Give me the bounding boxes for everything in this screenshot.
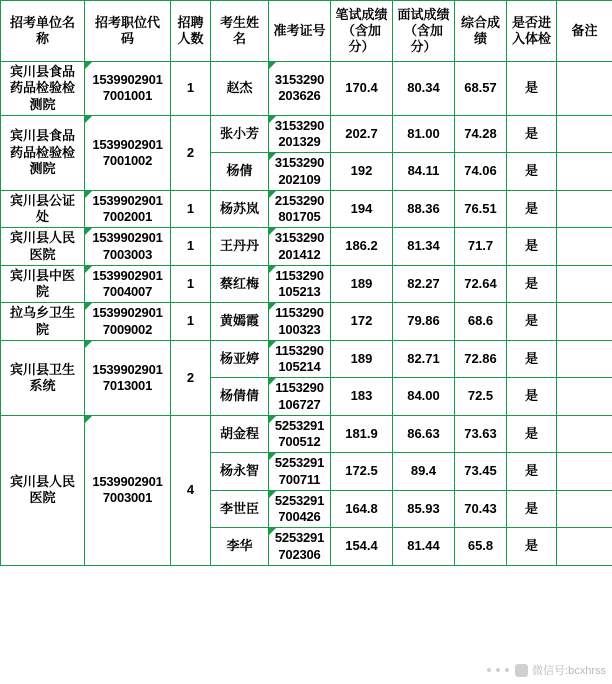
cell-exam-id: 2153290801705 <box>269 190 331 228</box>
table-row <box>1 115 612 153</box>
cell-remark <box>557 378 612 416</box>
cell-candidate-name: 李世臣 <box>211 490 269 528</box>
cell-exam-id: 5253291700426 <box>269 490 331 528</box>
cell-interview-score: 79.86 <box>393 303 455 341</box>
cell-candidate-name: 杨倩 <box>211 153 269 191</box>
cell-written-score: 186.2 <box>331 228 393 266</box>
table-row <box>1 303 612 341</box>
cell-written-score: 194 <box>331 190 393 228</box>
cell-physical-exam: 是 <box>507 153 557 191</box>
cell-position-code: 15399029017009002 <box>85 303 171 341</box>
cell-exam-id: 3153290201412 <box>269 228 331 266</box>
cell-remark <box>557 62 612 116</box>
cell-unit: 宾川县公证处 <box>1 190 85 228</box>
cell-total-score: 72.5 <box>455 378 507 416</box>
cell-physical-exam: 是 <box>507 415 557 453</box>
cell-candidate-name: 杨亚婷 <box>211 340 269 378</box>
cell-interview-score: 86.63 <box>393 415 455 453</box>
column-header-interview-score: 面试成绩（含加分） <box>393 1 455 62</box>
cell-remark <box>557 190 612 228</box>
watermark-label: 微信号:bcxhrss <box>532 665 606 677</box>
cell-interview-score: 85.93 <box>393 490 455 528</box>
cell-total-score: 72.64 <box>455 265 507 303</box>
cell-unit: 宾川县卫生系统 <box>1 340 85 415</box>
cell-interview-score: 88.36 <box>393 190 455 228</box>
cell-physical-exam: 是 <box>507 115 557 153</box>
cell-position-code: 15399029017003003 <box>85 228 171 266</box>
cell-position-code: 15399029017001002 <box>85 115 171 190</box>
cell-unit: 宾川县人民医院 <box>1 415 85 565</box>
cell-interview-score: 84.00 <box>393 378 455 416</box>
cell-total-score: 68.6 <box>455 303 507 341</box>
cell-candidate-name: 张小芳 <box>211 115 269 153</box>
cell-position-code: 15399029017013001 <box>85 340 171 415</box>
cell-candidate-name: 赵杰 <box>211 62 269 116</box>
cell-candidate-name: 胡金程 <box>211 415 269 453</box>
cell-remark <box>557 115 612 153</box>
cell-remark <box>557 528 612 566</box>
column-header-position-code: 招考职位代码 <box>85 1 171 62</box>
column-header-candidate-name: 考生姓名 <box>211 1 269 62</box>
cell-remark <box>557 453 612 491</box>
cell-unit: 宾川县食品药品检验检测院 <box>1 115 85 190</box>
cell-interview-score: 82.71 <box>393 340 455 378</box>
cell-physical-exam: 是 <box>507 340 557 378</box>
cell-written-score: 181.9 <box>331 415 393 453</box>
cell-unit: 宾川县食品药品检验检测院 <box>1 62 85 116</box>
cell-written-score: 154.4 <box>331 528 393 566</box>
cell-headcount: 2 <box>171 115 211 190</box>
cell-unit: 宾川县人民医院 <box>1 228 85 266</box>
cell-interview-score: 81.44 <box>393 528 455 566</box>
cell-unit: 宾川县中医院 <box>1 265 85 303</box>
cell-written-score: 164.8 <box>331 490 393 528</box>
cell-physical-exam: 是 <box>507 378 557 416</box>
cell-exam-id: 3153290202109 <box>269 153 331 191</box>
cell-headcount: 1 <box>171 190 211 228</box>
cell-unit: 拉乌乡卫生院 <box>1 303 85 341</box>
column-header-remark: 备注 <box>557 1 612 62</box>
dots-icon <box>485 664 511 677</box>
cell-interview-score: 82.27 <box>393 265 455 303</box>
column-header-unit: 招考单位名称 <box>1 1 85 62</box>
cell-total-score: 68.57 <box>455 62 507 116</box>
cell-written-score: 189 <box>331 340 393 378</box>
cell-total-score: 72.86 <box>455 340 507 378</box>
cell-candidate-name: 黄嫣霞 <box>211 303 269 341</box>
cell-exam-id: 1153290105213 <box>269 265 331 303</box>
cell-position-code: 15399029017001001 <box>85 62 171 116</box>
column-header-exam-id: 准考证号 <box>269 1 331 62</box>
cell-headcount: 1 <box>171 228 211 266</box>
cell-interview-score: 89.4 <box>393 453 455 491</box>
cell-exam-id: 3153290203626 <box>269 62 331 116</box>
cell-headcount: 2 <box>171 340 211 415</box>
cell-written-score: 172.5 <box>331 453 393 491</box>
cell-position-code: 15399029017003001 <box>85 415 171 565</box>
cell-written-score: 183 <box>331 378 393 416</box>
cell-remark <box>557 340 612 378</box>
cell-total-score: 74.06 <box>455 153 507 191</box>
cell-written-score: 192 <box>331 153 393 191</box>
watermark <box>485 662 606 678</box>
cell-remark <box>557 265 612 303</box>
column-header-headcount: 招聘人数 <box>171 1 211 62</box>
table-row <box>1 415 612 453</box>
cell-written-score: 170.4 <box>331 62 393 116</box>
cell-written-score: 202.7 <box>331 115 393 153</box>
cell-headcount: 4 <box>171 415 211 565</box>
cell-candidate-name: 王丹丹 <box>211 228 269 266</box>
cell-physical-exam: 是 <box>507 490 557 528</box>
cell-candidate-name: 蔡红梅 <box>211 265 269 303</box>
cell-physical-exam: 是 <box>507 228 557 266</box>
cell-interview-score: 84.11 <box>393 153 455 191</box>
table-row <box>1 62 612 116</box>
cell-remark <box>557 153 612 191</box>
cell-candidate-name: 杨永智 <box>211 453 269 491</box>
table-row <box>1 190 612 228</box>
cell-physical-exam: 是 <box>507 528 557 566</box>
cell-candidate-name: 李华 <box>211 528 269 566</box>
cell-total-score: 74.28 <box>455 115 507 153</box>
cell-remark <box>557 228 612 266</box>
cell-physical-exam: 是 <box>507 190 557 228</box>
column-header-physical-exam: 是否进入体检 <box>507 1 557 62</box>
cell-exam-id: 1153290105214 <box>269 340 331 378</box>
table-row <box>1 265 612 303</box>
table-row <box>1 340 612 378</box>
cell-headcount: 1 <box>171 62 211 116</box>
cell-total-score: 73.63 <box>455 415 507 453</box>
cell-candidate-name: 杨倩倩 <box>211 378 269 416</box>
cell-exam-id: 1153290106727 <box>269 378 331 416</box>
cell-total-score: 71.7 <box>455 228 507 266</box>
cell-position-code: 15399029017004007 <box>85 265 171 303</box>
cell-headcount: 1 <box>171 303 211 341</box>
cell-physical-exam: 是 <box>507 62 557 116</box>
cell-physical-exam: 是 <box>507 453 557 491</box>
cell-interview-score: 81.34 <box>393 228 455 266</box>
cell-physical-exam: 是 <box>507 265 557 303</box>
column-header-total-score: 综合成绩 <box>455 1 507 62</box>
cell-total-score: 65.8 <box>455 528 507 566</box>
cell-remark <box>557 415 612 453</box>
cell-position-code: 15399029017002001 <box>85 190 171 228</box>
cell-total-score: 73.45 <box>455 453 507 491</box>
cell-exam-id: 3153290201329 <box>269 115 331 153</box>
cell-written-score: 189 <box>331 265 393 303</box>
cell-total-score: 76.51 <box>455 190 507 228</box>
cell-headcount: 1 <box>171 265 211 303</box>
cell-exam-id: 5253291702306 <box>269 528 331 566</box>
cell-total-score: 70.43 <box>455 490 507 528</box>
cell-interview-score: 80.34 <box>393 62 455 116</box>
cell-remark <box>557 303 612 341</box>
column-header-written-score: 笔试成绩（含加分） <box>331 1 393 62</box>
cell-candidate-name: 杨苏岚 <box>211 190 269 228</box>
cell-written-score: 172 <box>331 303 393 341</box>
wechat-icon <box>515 664 528 677</box>
table-row <box>1 228 612 266</box>
cell-exam-id: 5253291700512 <box>269 415 331 453</box>
cell-remark <box>557 490 612 528</box>
cell-interview-score: 81.00 <box>393 115 455 153</box>
cell-physical-exam: 是 <box>507 303 557 341</box>
cell-exam-id: 5253291700711 <box>269 453 331 491</box>
table-header-row <box>1 1 612 62</box>
cell-exam-id: 1153290100323 <box>269 303 331 341</box>
